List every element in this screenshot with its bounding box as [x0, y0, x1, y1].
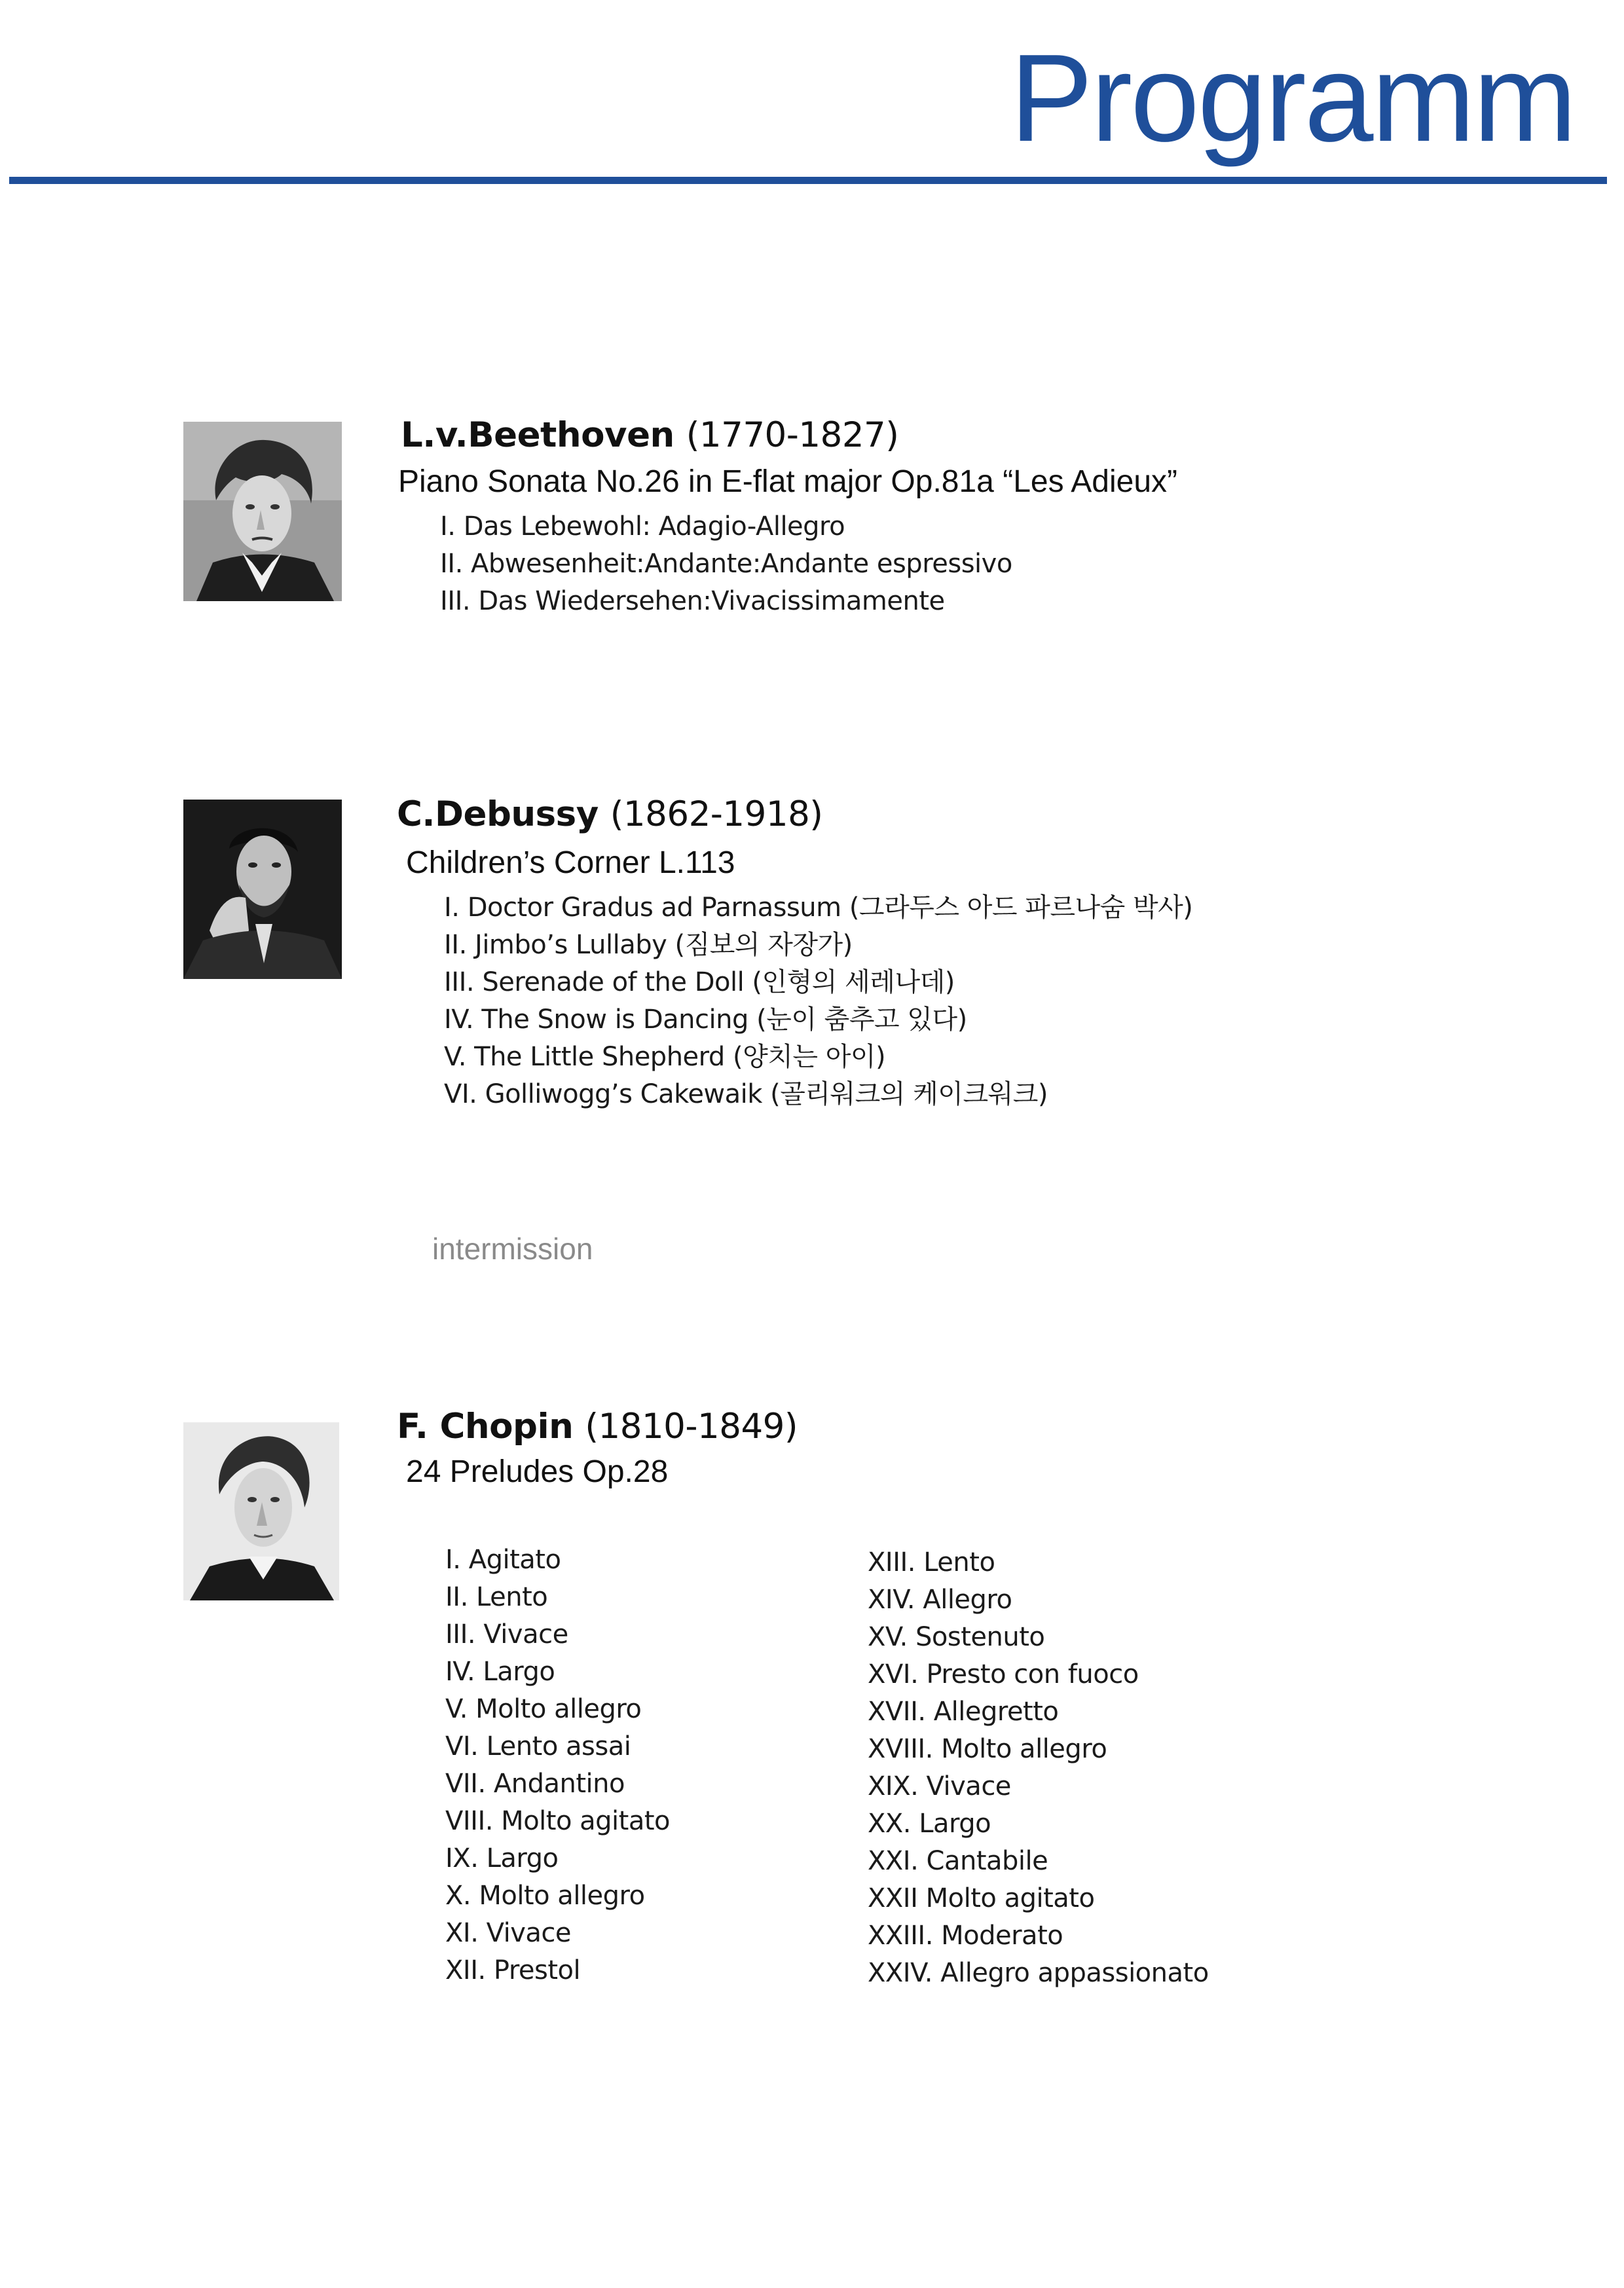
- list-item: II. Abwesenheit:Andante:Andante espressivo: [440, 549, 1012, 579]
- composer-name-text: C.Debussy: [397, 794, 599, 834]
- list-item: XX. Largo: [868, 1809, 991, 1839]
- intermission-label: intermission: [432, 1232, 593, 1266]
- list-item: II. Jimbo’s Lullaby (짐보의 자장가): [444, 930, 853, 960]
- list-item: V. The Little Shepherd (양치는 아이): [444, 1042, 886, 1072]
- list-item: XII. Prestol: [445, 1955, 581, 1985]
- list-item: VII. Andantino: [445, 1769, 625, 1799]
- list-item: IV. Largo: [445, 1657, 555, 1687]
- list-item: XV. Sostenuto: [868, 1622, 1045, 1652]
- list-item: XIII. Lento: [868, 1547, 995, 1578]
- beethoven-name: [401, 416, 898, 454]
- list-item: VI. Lento assai: [445, 1731, 631, 1762]
- list-item: III. Serenade of the Doll (인형의 세레나데): [444, 967, 955, 997]
- list-item: III. Das Wiedersehen:Vivacissimamente: [440, 586, 945, 616]
- list-item: IV. The Snow is Dancing (눈이 춤추고 있다): [444, 1005, 967, 1035]
- list-item: VIII. Molto agitato: [445, 1806, 671, 1836]
- list-item: XIX. Vivace: [868, 1771, 1011, 1801]
- debussy-work-title: Children’s Corner L.113: [406, 845, 735, 880]
- page-title: Programm: [1010, 29, 1575, 168]
- list-item: XXIV. Allegro appassionato: [868, 1958, 1209, 1988]
- list-item: VI. Golliwogg’s Cakewaik (골리워크의 케이크워크): [444, 1079, 1048, 1109]
- list-item: XVIII. Molto allegro: [868, 1734, 1107, 1764]
- list-item: IX. Largo: [445, 1843, 559, 1873]
- list-item: XXII Molto agitato: [868, 1883, 1095, 1913]
- chopin-movement-list-left: [445, 1541, 670, 1989]
- list-item: II. Lento: [445, 1582, 548, 1612]
- debussy-portrait: [183, 800, 342, 979]
- composer-name-text: F. Chopin: [397, 1407, 574, 1447]
- list-item: I. Das Lebewohl: Adagio-Allegro: [440, 511, 845, 542]
- list-item: XXI. Cantabile: [868, 1846, 1048, 1876]
- list-item: XVII. Allegretto: [868, 1697, 1059, 1727]
- list-item: III. Vivace: [445, 1619, 568, 1650]
- list-item: I. Doctor Gradus ad Parnassum (그라두스 아드 파르나숨 박사): [444, 893, 1193, 923]
- chopin-name: [397, 1408, 798, 1446]
- chopin-portrait: [183, 1422, 339, 1600]
- list-item: XVI. Presto con fuoco: [868, 1659, 1139, 1689]
- list-item: XI. Vivace: [445, 1918, 572, 1948]
- chopin-work-title: 24 Preludes Op.28: [406, 1454, 669, 1489]
- composer-years: (1862-1918): [610, 794, 823, 834]
- composer-years: (1770-1827): [686, 415, 899, 455]
- chopin-movement-list-right: [868, 1544, 1209, 1992]
- debussy-name: [397, 796, 822, 834]
- beethoven-movement-list: [440, 508, 1012, 620]
- beethoven-work-title: Piano Sonata No.26 in E-flat major Op.81a “Les Adieux”: [398, 464, 1178, 499]
- list-item: I. Agitato: [445, 1545, 561, 1575]
- header-divider: [9, 177, 1607, 184]
- beethoven-portrait: [183, 422, 342, 601]
- list-item: X. Molto allegro: [445, 1881, 645, 1911]
- composer-name-text: L.v.Beethoven: [401, 415, 674, 455]
- list-item: V. Molto allegro: [445, 1694, 642, 1724]
- composer-years: (1810-1849): [585, 1407, 798, 1447]
- list-item: XXIII. Moderato: [868, 1921, 1063, 1951]
- debussy-movement-list: [444, 889, 1192, 1113]
- list-item: XIV. Allegro: [868, 1585, 1012, 1615]
